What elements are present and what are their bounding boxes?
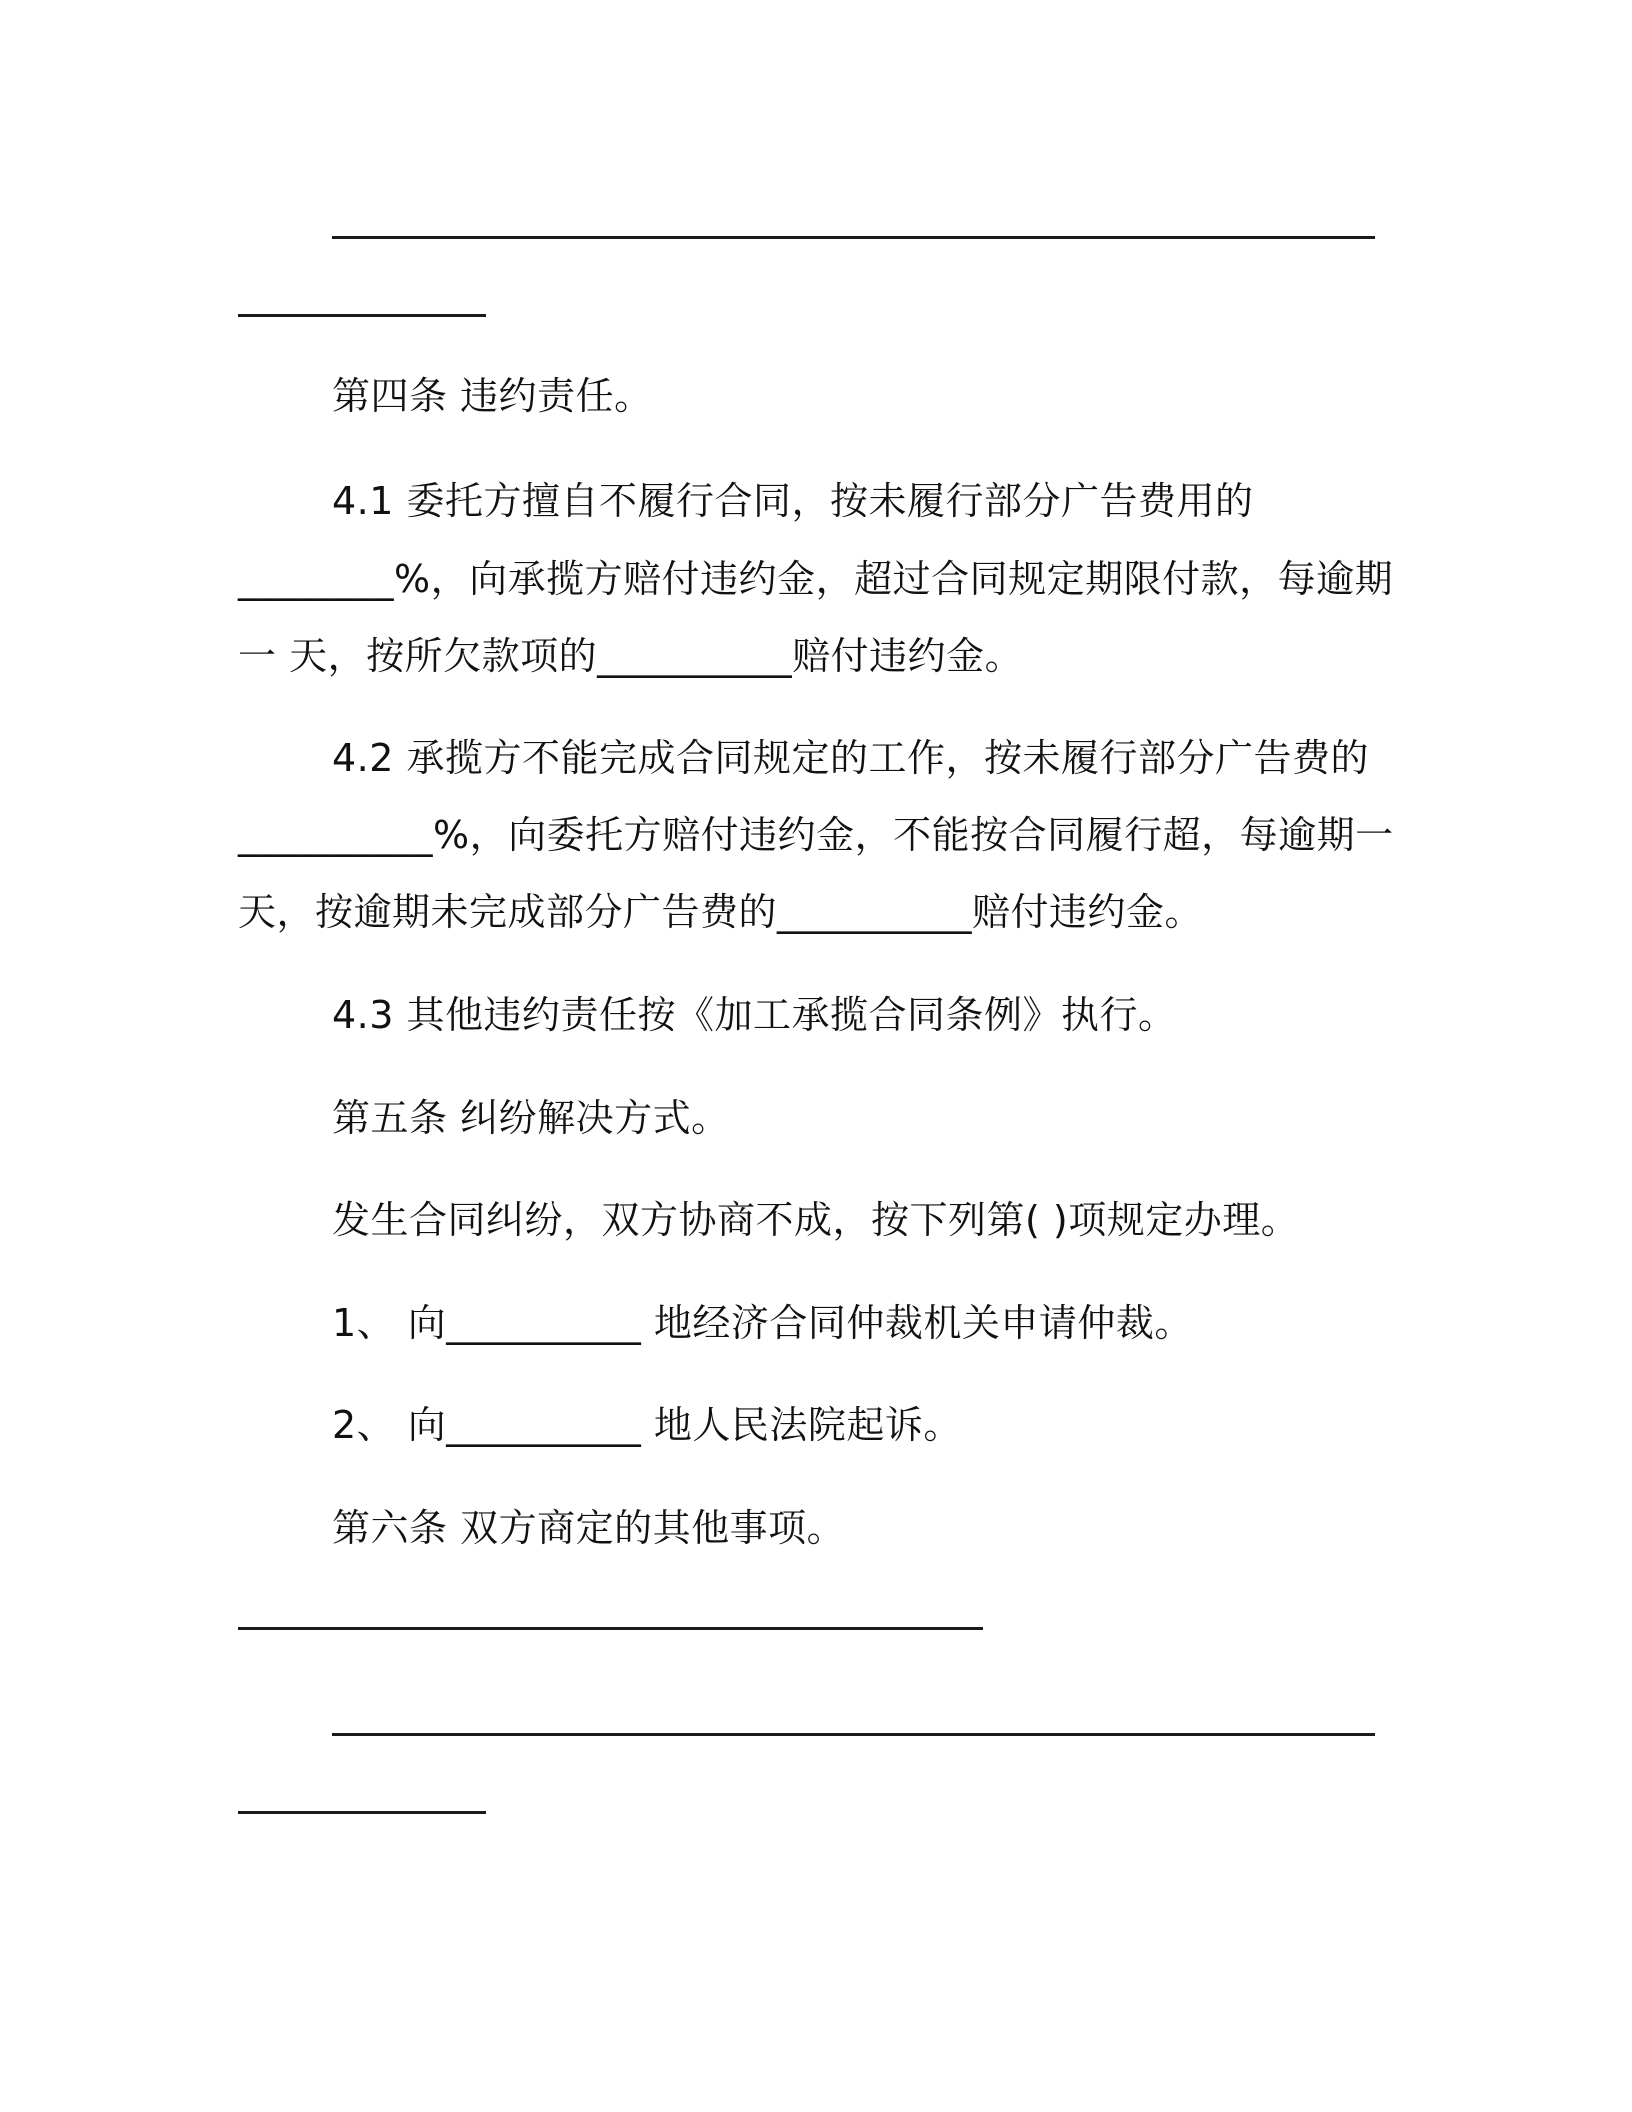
clause-4-2-line2: __________%，向委托方赔付违约金，不能按合同履行超，每逾期一 [238, 813, 1394, 857]
blank-line-bottom-2 [332, 1733, 1375, 1736]
blank-line-bottom-1 [238, 1627, 983, 1630]
clause-4-1-line3: 一 天，按所欠款项的__________赔付违约金。 [238, 634, 1024, 678]
article4-heading: 第四条 违约责任。 [332, 374, 653, 418]
blank-line-bottom-3 [238, 1811, 486, 1814]
clause-4-3: 4.3 其他违约责任按《加工承揽合同条例》执行。 [332, 993, 1177, 1037]
blank-line-top-2 [238, 314, 486, 317]
article5-option-2: 2、 向__________ 地人民法院起诉。 [332, 1403, 962, 1447]
article5-intro: 发生合同纠纷，双方协商不成，按下列第( )项规定办理。 [332, 1198, 1300, 1242]
blank-line-top-1 [332, 236, 1375, 239]
clause-4-2-line1: 4.2 承揽方不能完成合同规定的工作，按未履行部分广告费的 [332, 736, 1370, 780]
clause-4-2-line3: 天，按逾期未完成部分广告费的__________赔付违约金。 [238, 890, 1204, 934]
article6-heading: 第六条 双方商定的其他事项。 [332, 1506, 846, 1550]
article5-heading: 第五条 纠纷解决方式。 [332, 1096, 730, 1140]
article5-option-1: 1、 向__________ 地经济合同仲裁机关申请仲裁。 [332, 1301, 1193, 1345]
clause-4-1-line1: 4.1 委托方擅自不履行合同，按未履行部分广告费用的 [332, 479, 1254, 523]
clause-4-1-line2: ________%，向承揽方赔付违约金，超过合同规定期限付款，每逾期 [238, 557, 1394, 601]
